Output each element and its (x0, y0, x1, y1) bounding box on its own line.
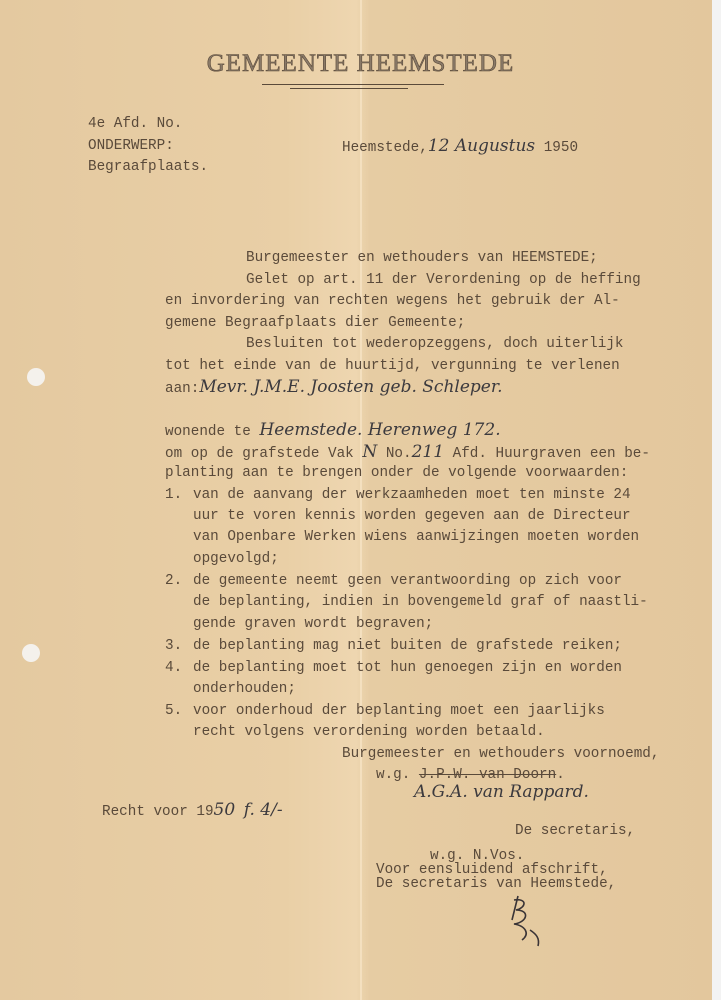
condition-text: de beplanting, indien in bovengemeld graf of naastli- (193, 594, 648, 610)
date-place: Heemstede, (342, 140, 428, 156)
date-line (342, 138, 578, 156)
body-line: Gelet op art. 11 der Verordening op de heffing (246, 272, 641, 288)
grave-number: 211 (411, 442, 445, 462)
condition-number: 5. (165, 703, 183, 719)
fee-line (102, 802, 283, 820)
punch-hole (22, 644, 40, 662)
condition-number: 1. (165, 487, 183, 503)
subject: Begraafplaats. (88, 159, 209, 175)
department-ref: 4e Afd. No. (88, 116, 183, 132)
page-edge (712, 0, 721, 1000)
signature-mark (500, 890, 550, 950)
date-handwritten: 12 Augustus (427, 136, 536, 156)
recipient-label: aan: (165, 381, 200, 397)
grave-text: Afd. Huurgraven een be- (452, 446, 650, 462)
condition-text: opgevolgd; (193, 551, 279, 567)
subject-label: ONDERWERP: (88, 138, 174, 154)
recipient-handwritten: Mevr. J.M.E. Joosten geb. Schleper. (199, 377, 503, 397)
address-label: wonende te (165, 424, 251, 440)
address-handwritten: Heemstede. Herenweg 172. (259, 420, 501, 440)
condition-text: gende graven wordt begraven; (193, 616, 434, 632)
copy-note: Voor eensluidend afschrift, (376, 862, 608, 878)
copy-secretary: De secretaris van Heemstede, (376, 876, 617, 892)
body-line: planting aan te brengen onder de volgende voorwaarden: (165, 465, 629, 481)
grave-text: om op de grafstede Vak (165, 446, 354, 462)
period: . (556, 767, 565, 783)
closing-line: Burgemeester en wethouders voornoemd, (342, 746, 660, 762)
body-line: Besluiten tot wederopzeggens, doch uiterlijk (246, 336, 624, 352)
condition-text: voor onderhoud der beplanting moet een jaarlijks (193, 703, 605, 719)
grave-vak: N (362, 442, 378, 462)
condition-text: recht volgens verordening worden betaald. (193, 724, 545, 740)
address-line (165, 422, 501, 440)
date-year: 1950 (543, 140, 579, 156)
handwritten-name: A.G.A. van Rappard. (414, 782, 589, 802)
condition-text: de beplanting mag niet buiten de grafstede reiken; (193, 638, 622, 654)
struck-name: J.P.W. van Doorn (418, 767, 557, 783)
condition-number: 2. (165, 573, 183, 589)
body-line: Burgemeester en wethouders van HEEMSTEDE; (246, 250, 598, 266)
letterhead: GEMEENTE HEEMSTEDE (206, 50, 515, 77)
fee-year: 50 (213, 800, 236, 820)
condition-text: van de aanvang der werkzaamheden moet ten minste 24 (193, 487, 631, 503)
condition-text: onderhouden; (193, 681, 296, 697)
recipient-line (165, 379, 503, 397)
condition-number: 4. (165, 660, 183, 676)
body-line: tot het einde van de huurtijd, vergunning te verlenen (165, 358, 620, 374)
signed-line (376, 767, 565, 783)
fee-label: Recht voor 19 (102, 804, 214, 820)
grave-line (165, 444, 650, 462)
body-line: en invordering van rechten wegens het gebruik der Al- (165, 293, 620, 309)
letterhead-rule (262, 84, 444, 85)
punch-hole (27, 368, 45, 386)
letterhead-rule (290, 88, 408, 89)
secretary-name: w.g. N.Vos. (430, 848, 525, 864)
condition-text: van Openbare Werken wiens aanwijzingen moeten worden (193, 529, 640, 545)
condition-text: de gemeente neemt geen verantwoording op zich voor (193, 573, 622, 589)
fee-amount: f. 4/- (243, 800, 283, 820)
secretary-label: De secretaris, (515, 823, 636, 839)
body-line: gemene Begraafplaats dier Gemeente; (165, 315, 466, 331)
condition-text: de beplanting moet tot hun genoegen zijn en worden (193, 660, 622, 676)
condition-text: uur te voren kennis worden gegeven aan de Directeur (193, 508, 631, 524)
wg-label: w.g. (376, 767, 411, 783)
grave-text: No. (385, 446, 412, 462)
condition-number: 3. (165, 638, 183, 654)
